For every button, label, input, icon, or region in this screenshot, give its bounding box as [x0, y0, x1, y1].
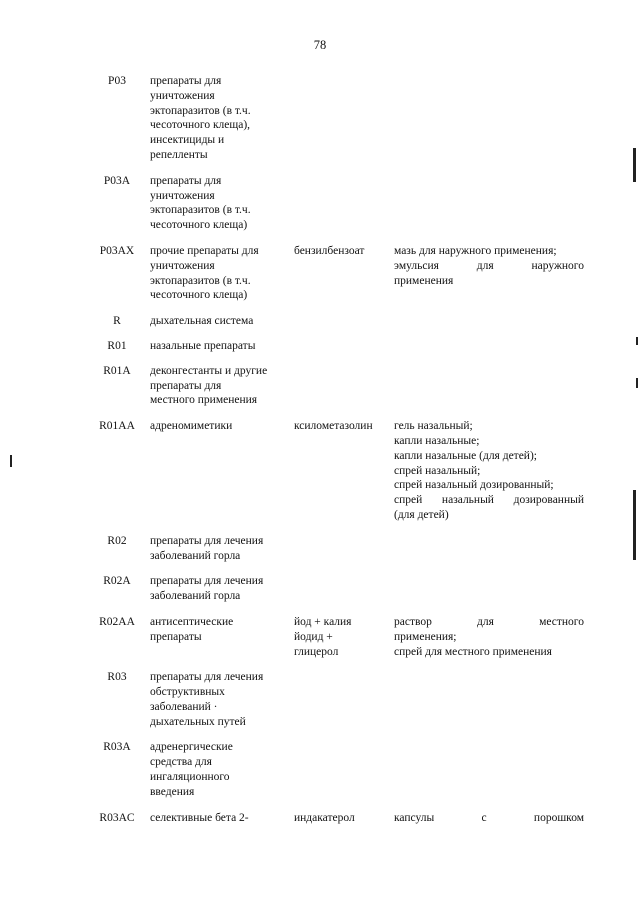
text-line: препараты для лечения [150, 575, 264, 588]
text-line: уничтожения [150, 189, 215, 202]
text-line: применения; [394, 630, 457, 643]
drug-name [294, 244, 390, 259]
table-row [88, 419, 588, 523]
text-line: назальные препараты [150, 339, 256, 352]
atc-code: R02A [103, 575, 131, 588]
text-line: препараты [150, 630, 202, 643]
atc-code: P03 [108, 75, 126, 87]
text-line: местного применения [150, 394, 258, 407]
table-row [88, 670, 588, 729]
text-line: капсулы с порошком [394, 811, 584, 824]
text-line: спрей для местного применения [394, 645, 552, 658]
text-line: чесоточного клеща), [150, 119, 251, 132]
group-name [150, 615, 290, 645]
text-line: ингаляционного [150, 771, 230, 784]
text-line: инсектициды и [150, 134, 225, 147]
atc-code: P03AX [99, 244, 135, 257]
group-name [150, 534, 290, 564]
text-line: ксилометазолин [294, 420, 373, 433]
drug-name [294, 811, 390, 826]
text-line: введения [150, 785, 195, 798]
atc-code: R01A [103, 364, 131, 377]
dosage-form [394, 615, 584, 659]
group-name [150, 174, 290, 233]
text-line: спрей назальный дозированный; [394, 479, 554, 492]
table-row [88, 314, 588, 329]
text-line: препараты для [150, 379, 222, 392]
text-line: дыхательных путей [150, 715, 246, 728]
table-row [88, 811, 588, 826]
text-line: обструктивных [150, 686, 225, 699]
scan-edge-mark [10, 455, 12, 467]
text-line: препараты для [150, 75, 222, 87]
dosage-form [394, 244, 584, 288]
table-row [88, 534, 588, 564]
text-line: препараты для [150, 174, 222, 187]
scan-edge-mark [633, 148, 636, 182]
text-line: препараты для лечения [150, 534, 264, 547]
drug-classification-table [88, 74, 588, 836]
text-line: капли назальные (для детей); [394, 449, 537, 462]
text-line: (для детей) [394, 508, 449, 521]
text-line: средства для [150, 756, 212, 769]
table-row [88, 174, 588, 233]
text-line: эмульсия для наружного [394, 259, 584, 272]
text-line: применения [394, 274, 454, 287]
text-line: препараты для лечения [150, 671, 264, 684]
page-number: 78 [313, 38, 327, 52]
text-line: чесоточного клеща) [150, 219, 248, 232]
text-line: капли назальные; [394, 434, 480, 447]
atc-code: R03A [103, 741, 131, 754]
text-line: уничтожения [150, 89, 215, 102]
text-line: бензилбензоат [294, 244, 365, 257]
group-name [150, 244, 290, 303]
table-row [88, 364, 588, 408]
text-line: уничтожения [150, 259, 215, 272]
text-line: заболеваний · [150, 700, 218, 713]
text-line: йод + калия [294, 615, 352, 628]
scan-edge-mark [636, 337, 638, 345]
text-line: эктопаразитов (в т.ч. [150, 204, 251, 217]
table-row [88, 740, 588, 799]
drug-name [294, 419, 390, 434]
text-line: гель назальный; [394, 420, 473, 433]
text-line: раствор для местного [394, 615, 584, 628]
group-name [150, 670, 290, 729]
group-name [150, 314, 290, 329]
text-line: эктопаразитов (в т.ч. [150, 274, 251, 287]
table-row [88, 244, 588, 303]
text-line: спрей назальный; [394, 464, 481, 477]
atc-code: R02AA [99, 615, 135, 628]
text-line: мазь для наружного применения; [394, 244, 557, 257]
text-line: индакатерол [294, 811, 355, 824]
scan-edge-mark [633, 490, 636, 560]
atc-code: R01AA [99, 420, 135, 433]
text-line: заболеваний горла [150, 549, 241, 562]
text-line: дыхательная система [150, 315, 254, 328]
atc-code: R02 [107, 534, 127, 547]
table-row [88, 74, 588, 163]
text-line: антисептические [150, 615, 234, 628]
drug-name [294, 615, 390, 659]
group-name [150, 74, 290, 163]
group-name [150, 364, 290, 408]
text-line: заболеваний горла [150, 590, 241, 603]
group-name [150, 811, 290, 826]
atc-code: R01 [107, 339, 127, 352]
text-line: эктопаразитов (в т.ч. [150, 104, 251, 117]
table-row [88, 574, 588, 604]
group-name [150, 339, 290, 354]
text-line: прочие препараты для [150, 244, 259, 257]
scan-edge-mark [636, 378, 638, 388]
text-line: репелленты [150, 148, 208, 161]
text-line: адренергические [150, 741, 233, 754]
atc-code: R [113, 315, 121, 328]
group-name [150, 574, 290, 604]
text-line: адреномиметики [150, 420, 233, 433]
text-line: чесоточного клеща) [150, 289, 248, 302]
group-name [150, 740, 290, 799]
text-line: йодид + [294, 630, 333, 643]
dosage-form [394, 419, 584, 523]
table-row [88, 339, 588, 354]
text-line: глицерол [294, 645, 339, 658]
atc-code: P03A [103, 174, 131, 187]
group-name [150, 419, 290, 434]
atc-code: R03 [107, 671, 127, 684]
text-line: селективные бета 2- [150, 811, 249, 824]
atc-code: R03AC [99, 811, 135, 824]
text-line: деконгестанты и другие [150, 364, 268, 377]
table-row [88, 615, 588, 659]
text-line: спрей назальный дозированный [394, 494, 584, 507]
dosage-form [394, 811, 584, 826]
